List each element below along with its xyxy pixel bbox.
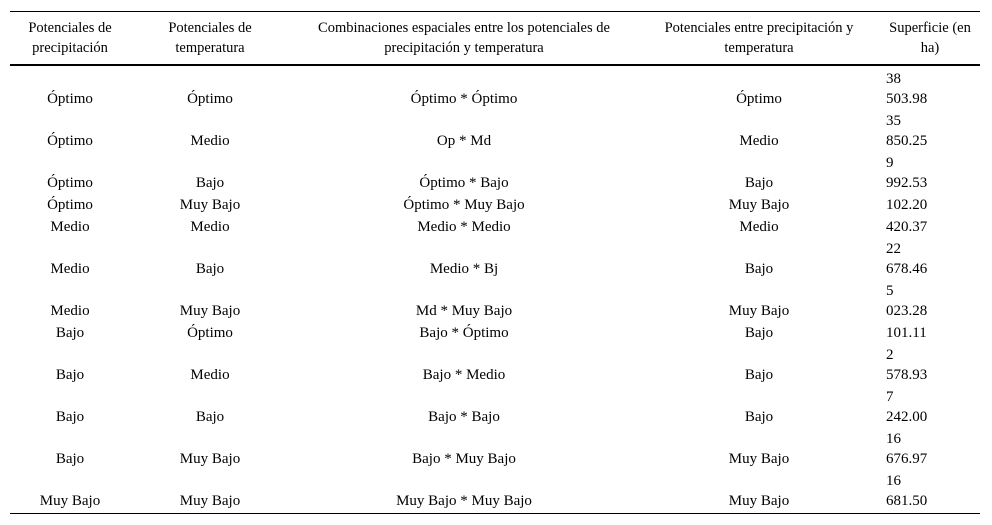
- cell-precipitation: Óptimo: [47, 133, 93, 149]
- cell-temperature: Muy Bajo: [179, 303, 241, 319]
- table-header: [10, 12, 980, 66]
- table-row: [10, 322, 980, 344]
- header-combinations: Combinaciones espaciales entre los potenciales de precipitación y temperatura: [290, 12, 638, 66]
- header-temperature: Potenciales de temperatura: [130, 12, 290, 66]
- table-row: [10, 470, 980, 514]
- cell-precipitation: Bajo: [55, 325, 85, 341]
- cell-temperature: Medio: [190, 219, 230, 235]
- cell-combination: Bajo * Muy Bajo: [412, 451, 516, 467]
- cell-combination: Bajo * Medio: [422, 367, 506, 383]
- cell-combined-potential: Bajo: [744, 175, 774, 191]
- cell-precipitation: Medio: [50, 219, 90, 235]
- table-row: [10, 65, 980, 110]
- cell-temperature: Muy Bajo: [179, 451, 241, 467]
- table-row: [10, 386, 980, 428]
- header-surface: Superficie (en ha): [880, 12, 980, 66]
- table-row: [10, 194, 980, 216]
- cell-combined-potential: Bajo: [744, 409, 774, 425]
- header-precipitation: Potenciales de precipitación: [10, 12, 130, 66]
- table-row: [10, 152, 980, 194]
- cell-precipitation: Medio: [50, 303, 90, 319]
- cell-combined-potential: Muy Bajo: [728, 451, 790, 467]
- cell-combined-potential: Muy Bajo: [638, 470, 880, 514]
- table-body: [10, 65, 980, 514]
- cell-temperature: Bajo: [195, 261, 225, 277]
- table-row: [10, 110, 980, 152]
- cell-combined-potential: Óptimo: [736, 91, 782, 107]
- cell-combined-potential: Bajo: [744, 367, 774, 383]
- cell-surface: 38 503.98: [886, 71, 928, 107]
- cell-surface: 420.37: [886, 219, 928, 235]
- cell-precipitation: Muy Bajo: [10, 470, 130, 514]
- header-row: [10, 12, 980, 66]
- cell-combined-potential: Muy Bajo: [728, 197, 790, 213]
- cell-combination: Medio * Medio: [417, 219, 511, 235]
- cell-combined-potential: Bajo: [744, 261, 774, 277]
- cell-surface: 16 681.50: [886, 473, 928, 509]
- cell-surface: 102.20: [886, 197, 928, 213]
- cell-combination: Md * Muy Bajo: [415, 303, 513, 319]
- cell-surface: 5 023.28: [886, 283, 928, 319]
- cell-combination: Óptimo * Óptimo: [410, 91, 518, 107]
- cell-combination: Óptimo * Bajo: [419, 175, 509, 191]
- cell-temperature: Medio: [190, 133, 230, 149]
- cell-combined-potential: Medio: [739, 133, 779, 149]
- cell-temperature: Óptimo: [187, 325, 233, 341]
- cell-temperature: Óptimo: [187, 91, 233, 107]
- cell-surface: 9 992.53: [886, 155, 928, 191]
- cell-combined-potential: Medio: [739, 219, 779, 235]
- cell-precipitation: Medio: [50, 261, 90, 277]
- cell-temperature: Medio: [190, 367, 230, 383]
- cell-temperature: Bajo: [195, 409, 225, 425]
- potentials-table: [10, 11, 980, 514]
- cell-surface: 35 850.25: [886, 113, 928, 149]
- cell-surface: 101.11: [886, 325, 927, 341]
- cell-combination: Muy Bajo * Muy Bajo: [290, 470, 638, 514]
- cell-surface: 22 678.46: [886, 241, 928, 277]
- cell-combination: Bajo * Óptimo: [419, 325, 509, 341]
- cell-combined-potential: Muy Bajo: [728, 303, 790, 319]
- cell-precipitation: Bajo: [55, 451, 85, 467]
- table-row: [10, 280, 980, 322]
- cell-precipitation: Óptimo: [47, 175, 93, 191]
- table-container: [10, 11, 980, 514]
- cell-precipitation: Óptimo: [47, 197, 93, 213]
- table-row: [10, 428, 980, 470]
- cell-precipitation: Bajo: [55, 409, 85, 425]
- cell-combined-potential: Bajo: [744, 325, 774, 341]
- cell-precipitation: Óptimo: [47, 91, 93, 107]
- cell-combination: Medio * Bj: [429, 261, 499, 277]
- cell-surface: 7 242.00: [886, 389, 928, 425]
- cell-temperature: Bajo: [195, 175, 225, 191]
- cell-precipitation: Bajo: [55, 367, 85, 383]
- cell-temperature: Muy Bajo: [130, 470, 290, 514]
- table-row: [10, 216, 980, 238]
- table-row: [10, 344, 980, 386]
- header-combined-potential: Potenciales entre precipitación y temperatura: [638, 12, 880, 66]
- cell-temperature: Muy Bajo: [179, 197, 241, 213]
- cell-combination: Op * Md: [436, 133, 492, 149]
- cell-surface: 2 578.93: [886, 347, 928, 383]
- cell-combination: Bajo * Bajo: [428, 409, 500, 425]
- cell-surface: 16 676.97: [886, 431, 928, 467]
- cell-combination: Óptimo * Muy Bajo: [403, 197, 525, 213]
- table-row: [10, 238, 980, 280]
